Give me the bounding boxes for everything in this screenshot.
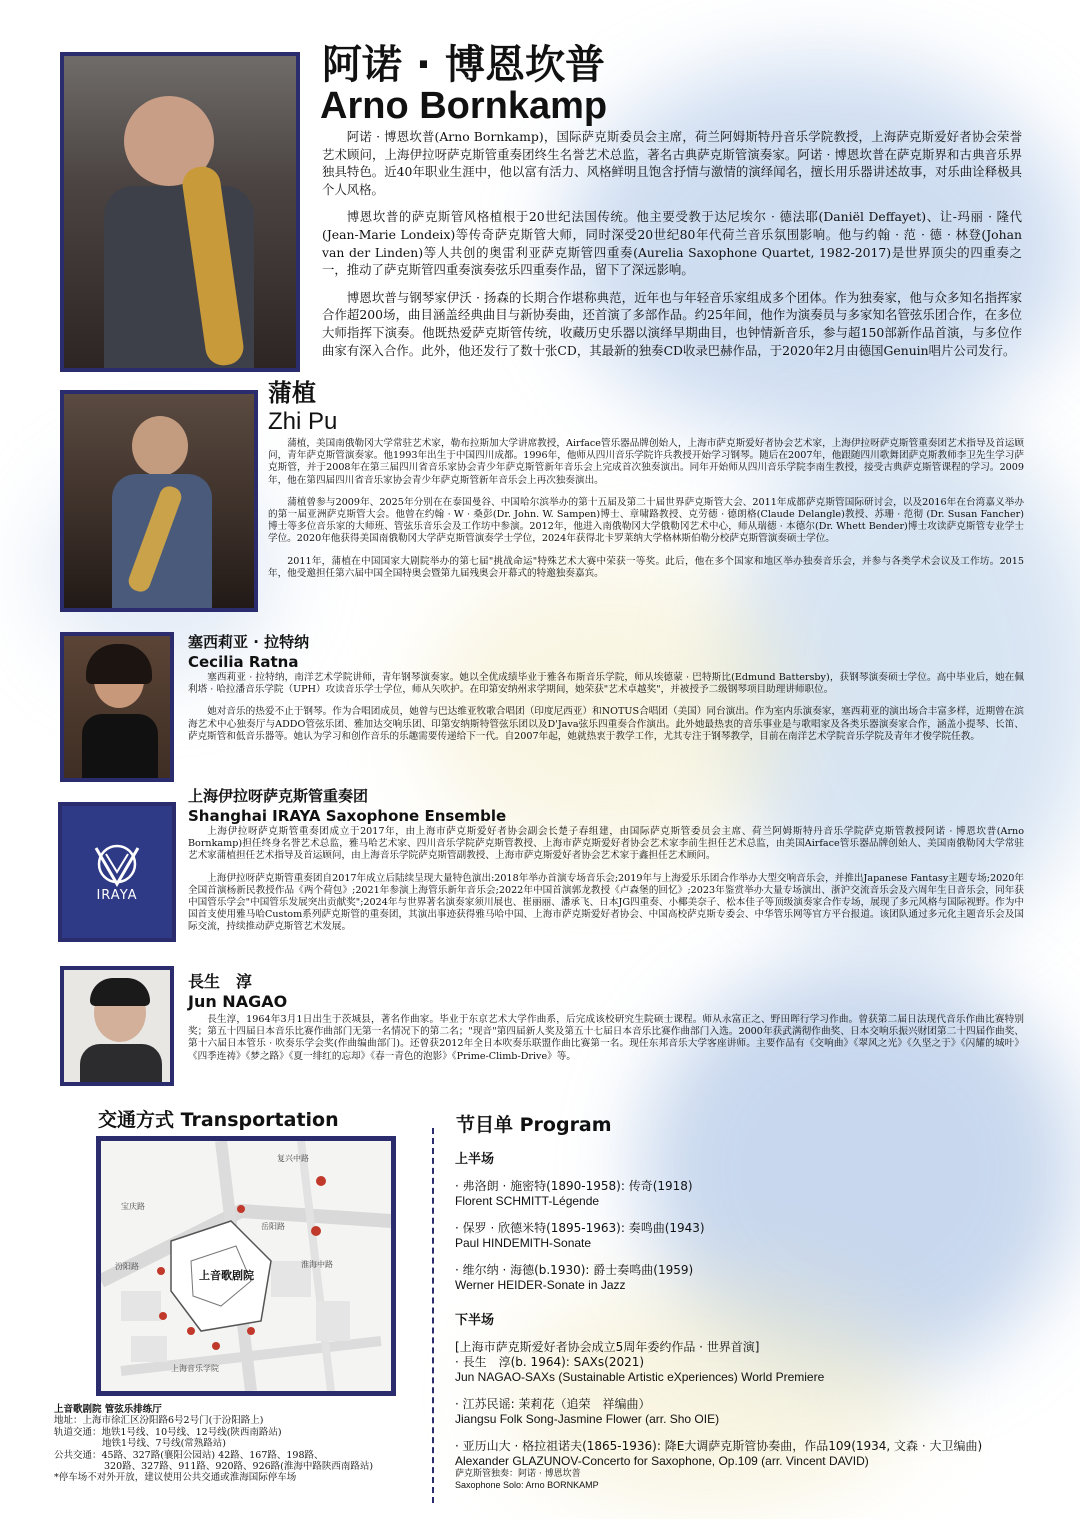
second-half-heading: 下半场: [455, 1313, 495, 1328]
iraya-bio-p2: 上海伊拉呀萨克斯管重奏团自2017年成立后陆续呈现大量特色演出:2018年举办首演专场音乐会;2019年与上海爱乐乐团合作举办大型交响音乐会，并推出Japanese Fantasy主题专场;2020年全国首演杨新民教授作品《两个荷包》;2021年参演上海管乐新年音乐会;2022年中国首演郭龙教授《卢森堡的回忆》;2023年鉴赏举办大量专场演出、浙沪交流音乐会及六周年生日音乐会，同年获中国管乐学会"中国管乐发展突出贡献奖";2024年与世界著名演奏家须川展也、崔丽丽、潘承飞、日本JG四重奏、小椰美奈子、松本佳子等顶级演奏家合作专场，展现了多元风格与国际视野。作为中国首支使用雅马哈Custom系列萨克斯管的重奏团，其演出事迹获得雅马哈中国、上海市萨克斯爱好者协会、中国高校萨克斯专委会、中华管乐网等官方平台报道。该团队通过多元化主题音乐会及国际交流，持续推动萨克斯管艺术发展。: [188, 872, 1024, 933]
first-half-heading: 上半场: [455, 1152, 495, 1167]
cecilia-name-en: Cecilia Ratna: [188, 653, 299, 671]
address-line: 地址：上海市徐汇区汾阳路6号2号门(于汾阳路上): [54, 1415, 264, 1427]
cecilia-bio: [188, 672, 1024, 753]
program-item: [455, 1179, 1035, 1209]
arno-bio-p3: 博恩坎普与钢琴家伊沃 · 扬森的长期合作堪称典范，近年也与年轻音乐家组成多个团体。作为独奏家，他与众多知名指挥家合作超200场，曲目涵盖经典曲目与新协奏曲，还首演了多部作品。约25年间，他作为演奏员与多家知名管弦乐团合作，在多位大师指挥下演奏。他既热爱萨克斯管传统，收藏历史乐器以演绎早期曲目，也钟情新音乐，参与超150部新作品首演，与多位作曲家有深入合作。此外，他还发行了数十张CD，其最新的独奏CD收录巴赫作品，于2020年2月由德国Genuin唱片公司发行。: [322, 289, 1022, 358]
nagao-name-en: Jun NAGAO: [188, 992, 288, 1011]
iraya-bio-p1: 上海伊拉呀萨克斯管重奏团成立于2017年，由上海市萨克斯爱好者协会副会长楚子春组建，由国际萨克斯管委员会主席、荷兰阿姆斯特丹音乐学院萨克斯管教授阿诺 · 博恩坎普(Arno Bornkamp)担任终身名誉艺术总监，雅马哈艺术家、四川音乐学院萨克斯管教授、上海市萨克斯爱好者协会艺术家李前生担任艺术总监，由美国Airface管乐器品牌创始人、美国南俄勒冈大学常驻艺术家蒲植担任艺术指导及首运顾问，由上海音乐学院萨克斯管副教授、上海市萨克斯爱好者协会艺术家于鑫担任艺术顾问。: [188, 826, 1024, 862]
program-item: [455, 1340, 1035, 1385]
map-label-venue: 上音歌剧院: [199, 1269, 254, 1282]
arno-name-cn: 阿诺 · 博恩坎普: [322, 42, 606, 88]
arno-name-en: Arno Bornkamp: [320, 85, 608, 127]
bus-line-2: 320路、327路、911路、920路、926路(淮海中路陕西南路站): [104, 1461, 374, 1473]
cecilia-bio-p2: 她对音乐的热爱不止于钢琴。作为合唱团成员，她曾与巴达维亚牧歌合唱团（印度尼西亚）和NOTUS合唱团（美国）同台演出。作为室内乐演奏家，塞西莉亚的演出场合丰富多样，近期曾在滨海艺术中心独奏厅与ADDO管弦乐团、雅加达交响乐团、印第安纳斯特管弦乐团以及D'Java弦乐四重奏合作演出。此外她最热衷的音乐事业是与歌唱家及各类乐器演奏家合作，涵盖小提琴、长笛、萨克斯管和低音乐器等。她认为学习和创作音乐的乐趣需要传递给下一代。自2007年起，她就热衷于教学工作，尤其专注于钢琴教学，目前在南洋艺术学院音乐学院及青年才俊学院任教。: [188, 706, 1024, 742]
program-item-cn: · 弗洛朗 · 施密特(1890-1958): 传奇(1918): [455, 1179, 693, 1193]
program-item-cn: · 维尔纳 · 海德(b.1930): 爵士奏鸣曲(1959): [455, 1263, 694, 1277]
soloist-en: Saxophone Solo: Arno BORNKAMP: [455, 1480, 599, 1490]
commission-note: [上海市萨克斯爱好者协会成立5周年委约作品 · 世界首演]: [455, 1340, 760, 1354]
program-item: [455, 1397, 1035, 1427]
zhipu-bio-p1: 蒲植，美国南俄勒冈大学常驻艺术家，勒布拉斯加大学讲席教授，Airface管乐器品牌创始人，上海市萨克斯爱好者协会艺术家，上海伊拉呀萨克斯管重奏团艺术指导及首运顾问，青年萨克斯管演奏家。他1993年出生于中国四川成都。1996年，他师从四川音乐学院许兵教授开始学习钢琴。随后在2007年，他跟随四川歌舞团萨克斯教师李卫先生学习萨克斯管，并于2008年在第三届四川省音乐家协会青少年萨克斯管新年音乐会上完成首次独奏演出。同年开始师从四川音乐学院李南生教授，接受古典萨克斯管课程的学习。2009年，他在第四届四川省音乐家协会青少年萨克斯管新年音乐会上再次独奏演出。: [268, 438, 1024, 486]
iraya-bio: [188, 826, 1024, 944]
program-item-en: Jiangsu Folk Song-Jasmine Flower (arr. Sho OIE): [455, 1412, 720, 1426]
iraya-name-cn: 上海伊拉呀萨克斯管重奏团: [188, 787, 369, 805]
zhipu-bio-p3: 2011年，蒲植在中国国家大剧院举办的第七届"挑战命运"特殊艺术大赛中荣获一等奖。此后，他在多个国家和地区举办独奏音乐会，并参与各类学术会议及工作坊。2015年，他受邀担任第六届中国全国特奥会暨第九届残奥会开幕式的特邀独奏嘉宾。: [268, 555, 1024, 579]
venue-line: 上音歌剧院 管弦乐排练厅: [54, 1404, 162, 1415]
rail-line-1: 轨道交通：地铁1号线、10号线、12号线(陕西南路站): [54, 1426, 282, 1438]
transport-title: 交通方式 Transportation: [98, 1109, 339, 1131]
cecilia-photo: [60, 632, 174, 782]
program-item-cn: · 長生 淳(b. 1964): SAXs(2021): [455, 1355, 645, 1369]
rail-line-2: 地铁1号线、7号线(常熟路站): [102, 1438, 227, 1450]
program-item-cn: · 保罗 · 欣德米特(1895-1963): 奏鸣曲(1943): [455, 1221, 705, 1235]
zhipu-bio: [268, 438, 1024, 590]
map-label-road4: 岳阳路: [261, 1222, 285, 1231]
zhipu-bio-p2: 蒲植曾参与2009年、2025年分别在在泰国曼谷、中国哈尔滨举办的第十五届及第二十届世界萨克斯管大会、2011年成都萨克斯管国际研讨会，以及2016年在台湾嘉义举办的第一届亚洲萨克斯管大会。他曾在约翰 · W · 桑彭(Dr. John. W. Sampen)博士、章啸路教授、克劳德 · 德朗格(Claude Delangle)教授、苏珊 · 范彻 (Dr. Susan Fancher) 博士等多位音乐家的大师班、管弦乐音乐会及工作坊中参演。2012年，他进入南俄勒冈大学俄勒冈艺术中心，师从瑞德 · 本德尔(Dr. Whett Bender)博士攻读萨克斯管专业学士学位。2020年他获得美国南俄勒冈大学萨克斯管演奏学士学位，2024年获得北卡罗莱纳大学格林斯伯勒分校萨克斯管演奏硕士学位。: [268, 496, 1024, 545]
arno-photo: [60, 52, 300, 372]
cecilia-bio-p1: 塞西莉亚 · 拉特纳，南洋艺术学院讲师，青年钢琴演奏家。她以全优成绩毕业于雅各布斯音乐学院，师从埃德蒙 · 巴特斯比(Edmund Battersby)，获钢琴演奏硕士学位。高中毕业后，她在佩利塔 · 哈拉潘音乐学院（UPH）攻读音乐学士学位，师从矢吹护。在印第安纳州求学期间，她荣获"艺术卓越奖"，并被授予二级钢琴项目助理讲师职位。: [188, 672, 1024, 696]
nagao-bio-p1: 長生淳，1964年3月1日出生于茨城县，著名作曲家。毕业于东京艺术大学作曲系，后完成该校研究生院硕士课程。师从永富正之、野田晖行学习作曲。曾获第二届日法现代音乐作曲比赛特别奖；第五十四届日本音乐比赛作曲部门无第一名情况下的第二名；"现音"第四届新人奖及第五十七届日本音乐比赛作曲部门入选。2000年获武满彻作曲奖、日本交响乐振兴财团第二十四届作曲奖、第十六届日本管乐 · 吹奏乐学会奖(作曲编曲部门)。还曾获2012年全日本吹奏乐联盟作曲比赛第一名。现任东邦音乐大学客座讲师。主要作品有《交响曲》《翠风之光》《久坚之于》《闪耀的城叶》《四季连祷》《梦之路》《夏一绯红的忘却》《春一青色的泡影》《Prime-Climb-Drive》等。: [188, 1014, 1024, 1062]
nagao-bio: [188, 1014, 1024, 1073]
program-item-cn: · 亚历山大 · 格拉祖诺夫(1865-1936): 降E大调萨克斯管协奏曲，作品109(1934, 文森 · 大卫编曲): [455, 1439, 983, 1453]
bus-line-1: 公共交通：45路、327路(襄阳公园站) 42路、167路、198路、: [54, 1449, 324, 1461]
map-label-road3: 淮海中路: [301, 1260, 333, 1269]
map-label-road1: 汾阳路: [115, 1262, 139, 1271]
map-label-road2: 复兴中路: [277, 1154, 309, 1163]
arno-bio: [322, 128, 1022, 369]
program-item: [455, 1439, 1035, 1491]
arno-bio-p1: 阿诺 · 博恩坎普(Arno Bornkamp)，国际萨克斯委员会主席，荷兰阿姆斯特丹音乐学院教授，上海萨克斯爱好者协会荣誉艺术顾问，上海伊拉呀萨克斯管重奏团终生名誉艺术总监，著名古典萨克斯管演奏家。阿诺 · 博恩坎普在萨克斯界和古典音乐界独具特色。近40年职业生涯中，他以富有活力、风格鲜明且饱含抒情与激情的演绎闻名，擅长用乐器讲述故事，对乐曲诠释极具个人风格。: [322, 129, 1022, 197]
program-item-en: Werner HEIDER-Sonate in Jazz: [455, 1278, 626, 1292]
zhipu-photo: [60, 390, 258, 612]
program-title: 节目单 Program: [456, 1114, 612, 1136]
program-item-en: Paul HINDEMITH-Sonate: [455, 1236, 592, 1250]
zhipu-name-cn: 蒲植: [268, 379, 316, 407]
map-label-campus: 上海音乐学院: [171, 1364, 219, 1373]
zhipu-name-en: Zhi Pu: [268, 408, 338, 435]
cecilia-name-cn: 塞西莉亚 · 拉特纳: [188, 633, 310, 651]
iraya-emblem-icon: [62, 806, 172, 938]
program-item-cn: · 江苏民谣: 茉莉花（追荣 祥编曲）: [455, 1397, 651, 1411]
iraya-name-en: Shanghai IRAYA Saxophone Ensemble: [188, 807, 507, 825]
program-item-en: Jun NAGAO-SAXs (Sustainable Artistic eXperiences) World Premiere: [455, 1370, 825, 1384]
iraya-logo-text: IRAYA: [96, 888, 138, 903]
map-label-road5: 宝庆路: [121, 1202, 145, 1211]
arno-bio-p2: 博恩坎普的萨克斯管风格植根于20世纪法国传统。他主要受教于达尼埃尔 · 德法耶(Daniël Deffayet)、让-玛丽 · 隆代(Jean-Marie Londeix)等传奇萨克斯管大师，同时深受20世纪80年代荷兰音乐氛围影响。他与约翰 · 范 · 德 · 林登(Johan van der Linden)等人共创的奥雷利亚萨克斯管四重奏(Aurelia Saxophone Quartet, 1982-2017)是世界顶尖的四重奏之一，推动了萨克斯管四重奏演奏弦乐四重奏作品，留下了深远影响。: [322, 209, 1022, 278]
transport-map: [96, 1136, 396, 1396]
soloist-cn: 萨克斯管独奏：阿诺 · 博恩坎普: [455, 1469, 581, 1479]
program-item-en: Florent SCHMITT-Légende: [455, 1194, 600, 1208]
nagao-name-cn: 長生 淳: [188, 972, 253, 991]
parking-note: *停车场不对外开放，建议使用公共交通或淮海国际停车场: [54, 1472, 297, 1484]
transport-info: [54, 1404, 414, 1484]
section-divider: [432, 1128, 434, 1503]
iraya-logo: [58, 802, 176, 942]
program-list: [455, 1142, 1035, 1503]
program-item-en: Alexander GLAZUNOV-Concerto for Saxophone, Op.109 (arr. Vincent DAVID): [455, 1454, 869, 1468]
program-item: [455, 1263, 1035, 1293]
nagao-photo: [60, 966, 174, 1086]
program-item: [455, 1221, 1035, 1251]
